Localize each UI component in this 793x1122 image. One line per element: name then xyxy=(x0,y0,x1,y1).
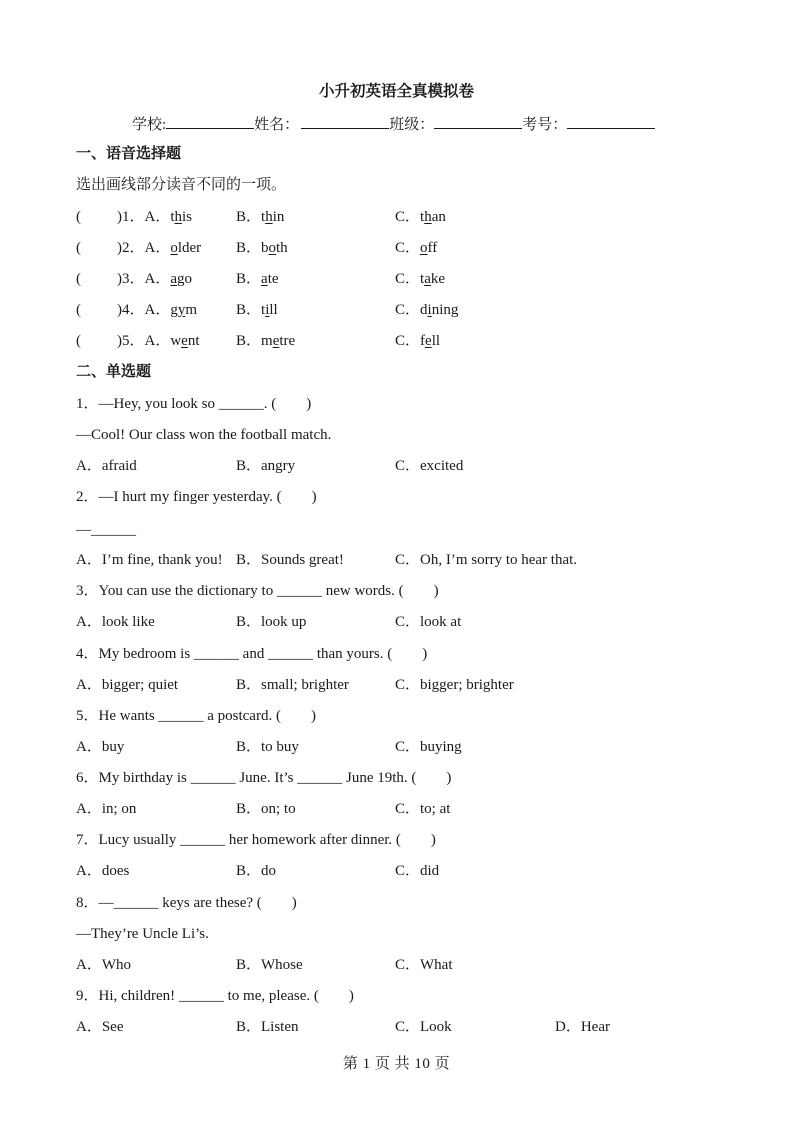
phonics-q2-word-c-underlined: o xyxy=(420,240,428,256)
phonics-q2-word-a xyxy=(170,240,201,256)
phonics-q4-word-a-underlined: y xyxy=(177,302,186,318)
phonics-q5-word-c-suffix: ll xyxy=(431,333,441,349)
phonics-q4-word-b-suffix: ll xyxy=(269,302,278,318)
phonics-q3-word-a-suffix: go xyxy=(177,271,192,287)
phonics-q2-word-b-prefix: b xyxy=(261,240,269,256)
answer-paren-open[interactable]: ( xyxy=(76,209,81,225)
q6-stem: 6．My birthday is ______ June. It’s ______ June 19th. ( ) xyxy=(76,770,452,786)
q7-option-b[interactable]: B．do xyxy=(236,863,277,879)
answer-paren-open[interactable]: ( xyxy=(76,240,81,256)
option-label: C． xyxy=(395,302,421,318)
phonics-q3-word-c-underlined: a xyxy=(424,271,431,287)
page-title: 小升初英语全真模拟卷 xyxy=(318,83,474,100)
phonics-q5-word-b-underlined: e xyxy=(272,333,280,349)
phonics-q3-option-c[interactable] xyxy=(395,269,445,289)
phonics-q5-left xyxy=(76,331,200,351)
q5-option-c[interactable]: C．buying xyxy=(395,739,462,755)
q9-stem: 9．Hi, children! ______ to me, please. ( ) xyxy=(76,988,354,1004)
q9-option-b[interactable]: B．Listen xyxy=(236,1019,299,1035)
q9-option-c[interactable]: C．Look xyxy=(395,1019,452,1035)
phonics-q4-word-a-suffix: m xyxy=(185,302,197,318)
name-label: 姓名： xyxy=(254,117,300,133)
phonics-q1-word-a-prefix: t xyxy=(170,209,175,225)
phonics-q1-word-c-prefix: t xyxy=(420,209,425,225)
option-label: C． xyxy=(395,333,421,349)
exam-no-label: 考号： xyxy=(522,117,568,133)
q6-option-b[interactable]: B．on; to xyxy=(236,801,296,817)
phonics-q2-word-b-suffix: th xyxy=(276,240,288,256)
q2-option-c[interactable]: C．Oh, I’m sorry to hear that. xyxy=(395,552,578,568)
phonics-q2-word-a-underlined: o xyxy=(170,240,178,256)
phonics-q3-word-c-prefix: t xyxy=(420,271,425,287)
page-footer: 第 1 页 共 10 页 xyxy=(342,1056,451,1072)
phonics-q5-word-a-suffix: nt xyxy=(187,333,200,349)
q1-option-a[interactable]: A．afraid xyxy=(76,458,137,474)
q4-stem: 4．My bedroom is ______ and ______ than yours. ( ) xyxy=(76,646,428,662)
q7-option-c[interactable]: C．did xyxy=(395,863,440,879)
phonics-q3-word-b-suffix: te xyxy=(267,271,279,287)
q3-stem: 3．You can use the dictionary to ______ new words. ( ) xyxy=(76,583,439,599)
phonics-q2-option-c[interactable] xyxy=(395,238,437,258)
option-label: B． xyxy=(236,302,262,318)
phonics-q1-word-c-underlined: h xyxy=(424,209,432,225)
option-label: B． xyxy=(236,271,262,287)
phonics-q5-word-b xyxy=(261,333,295,349)
section2-heading: 二、单选题 xyxy=(76,364,152,380)
q8-reply: —They’re Uncle Li’s. xyxy=(76,926,209,942)
phonics-q4-word-a-prefix: g xyxy=(170,302,178,318)
phonics-q5-word-c xyxy=(420,333,440,349)
phonics-q3-word-b-underlined: a xyxy=(261,271,268,287)
q3-option-c[interactable]: C．look at xyxy=(395,614,462,630)
school-label: 学校: xyxy=(132,117,167,133)
phonics-q1-word-a-suffix: is xyxy=(182,209,193,225)
q2-option-a[interactable]: A．I’m fine, thank you! xyxy=(76,552,223,568)
phonics-q4-word-c-suffix: ning xyxy=(431,302,459,318)
q8-option-a[interactable]: A．Who xyxy=(76,957,131,973)
phonics-q3-word-c-suffix: ke xyxy=(430,271,446,287)
q2-option-b[interactable]: B．Sounds great! xyxy=(236,552,344,568)
phonics-q2-left xyxy=(76,238,201,258)
question-number: )1．A． xyxy=(117,209,171,225)
q8-stem: 8．—______ keys are these? ( ) xyxy=(76,895,297,911)
q1-option-c[interactable]: C．excited xyxy=(395,458,464,474)
phonics-q3-word-c xyxy=(420,271,445,287)
phonics-q5-option-b[interactable] xyxy=(236,331,295,351)
question-number: )5．A． xyxy=(117,333,171,349)
phonics-q2-word-c xyxy=(420,240,437,256)
answer-paren-open[interactable]: ( xyxy=(76,271,81,287)
name-blank[interactable] xyxy=(301,114,389,129)
phonics-q4-option-c[interactable] xyxy=(395,300,458,320)
q3-option-a[interactable]: A．look like xyxy=(76,614,155,630)
phonics-q1-word-a-underlined: h xyxy=(174,209,182,225)
q3-option-b[interactable]: B．look up xyxy=(236,614,307,630)
q5-stem: 5．He wants ______ a postcard. ( ) xyxy=(76,708,316,724)
phonics-q5-word-c-prefix: f xyxy=(420,333,426,349)
class-label: 班级： xyxy=(389,117,435,133)
phonics-q1-word-c xyxy=(420,209,446,225)
q9-option-d[interactable]: D．Hear xyxy=(555,1019,610,1035)
q8-option-c[interactable]: C．What xyxy=(395,957,453,973)
phonics-q1-option-b[interactable] xyxy=(236,207,284,227)
option-label: C． xyxy=(395,240,421,256)
phonics-q2-option-b[interactable] xyxy=(236,238,288,258)
phonics-q3-option-b[interactable] xyxy=(236,269,279,289)
option-label: B． xyxy=(236,333,262,349)
phonics-q4-word-c xyxy=(420,302,458,318)
q7-option-a[interactable]: A．does xyxy=(76,863,130,879)
school-blank[interactable] xyxy=(166,114,254,129)
section1-instruction: 选出画线部分读音不同的一项。 xyxy=(76,177,287,193)
exam-info-line xyxy=(132,114,655,135)
q2-reply: —______ xyxy=(76,522,136,538)
class-blank[interactable] xyxy=(434,114,522,129)
phonics-q4-left xyxy=(76,300,197,320)
question-number: )3．A． xyxy=(117,271,171,287)
q2-stem: 2．—I hurt my finger yesterday. ( ) xyxy=(76,489,317,505)
exam-no-blank[interactable] xyxy=(567,114,655,129)
q4-option-b[interactable]: B．small; brighter xyxy=(236,677,349,693)
option-label: C． xyxy=(395,271,421,287)
phonics-q4-word-b xyxy=(261,302,278,318)
phonics-q5-word-c-underlined: e xyxy=(425,333,432,349)
phonics-q1-word-b xyxy=(261,209,284,225)
phonics-q5-word-b-prefix: m xyxy=(261,333,273,349)
q6-option-c[interactable]: C．to; at xyxy=(395,801,451,817)
q7-stem: 7．Lucy usually ______ her homework after dinner. ( ) xyxy=(76,832,436,848)
q5-option-a[interactable]: A．buy xyxy=(76,739,125,755)
phonics-q2-word-c-suffix: ff xyxy=(427,240,438,256)
phonics-q1-word-b-underlined: h xyxy=(265,209,273,225)
option-label: B． xyxy=(236,240,262,256)
phonics-q2-word-b-underlined: o xyxy=(268,240,277,256)
answer-paren-open[interactable]: ( xyxy=(76,333,81,349)
phonics-q1-word-b-suffix: in xyxy=(272,209,285,225)
phonics-q3-word-a-underlined: a xyxy=(170,271,177,287)
phonics-q5-word-b-suffix: tre xyxy=(279,333,296,349)
phonics-q5-word-a-underlined: e xyxy=(181,333,188,349)
q1-stem: 1．—Hey, you look so ______. ( ) xyxy=(76,396,312,412)
phonics-q4-word-a xyxy=(170,302,197,318)
q5-option-b[interactable]: B．to buy xyxy=(236,739,299,755)
phonics-q1-word-b-prefix: t xyxy=(261,209,266,225)
phonics-q4-option-b[interactable] xyxy=(236,300,278,320)
section1-heading: 一、语音选择题 xyxy=(76,146,182,162)
phonics-q1-word-a xyxy=(170,209,192,225)
phonics-q1-left xyxy=(76,207,192,227)
option-label: C． xyxy=(395,209,421,225)
question-number: )4．A． xyxy=(117,302,171,318)
phonics-q4-word-c-underlined: i xyxy=(427,302,432,318)
q1-option-b[interactable]: B．angry xyxy=(236,458,296,474)
q6-option-a[interactable]: A．in; on xyxy=(76,801,137,817)
phonics-q1-option-c[interactable] xyxy=(395,207,446,227)
q8-option-b[interactable]: B．Whose xyxy=(236,957,303,973)
phonics-q4-word-c-prefix: d xyxy=(420,302,428,318)
phonics-q2-word-a-suffix: lder xyxy=(177,240,202,256)
phonics-q2-word-b xyxy=(261,240,288,256)
option-label: B． xyxy=(236,209,262,225)
phonics-q5-option-c[interactable] xyxy=(395,331,440,351)
answer-paren-open[interactable]: ( xyxy=(76,302,81,318)
phonics-q5-word-a xyxy=(170,333,199,349)
q9-option-a[interactable]: A．See xyxy=(76,1019,124,1035)
question-number: )2．A． xyxy=(117,240,171,256)
q4-option-a[interactable]: A．bigger; quiet xyxy=(76,677,179,693)
phonics-q4-word-b-underlined: i xyxy=(265,302,270,318)
phonics-q3-word-a xyxy=(170,271,192,287)
q1-reply: —Cool! Our class won the football match. xyxy=(76,427,332,443)
q4-option-c[interactable]: C．bigger; brighter xyxy=(395,677,514,693)
phonics-q4-word-b-prefix: t xyxy=(261,302,266,318)
phonics-q3-word-b xyxy=(261,271,279,287)
phonics-q1-word-c-suffix: an xyxy=(431,209,446,225)
phonics-q3-left xyxy=(76,269,192,289)
phonics-q5-word-a-prefix: w xyxy=(170,333,182,349)
